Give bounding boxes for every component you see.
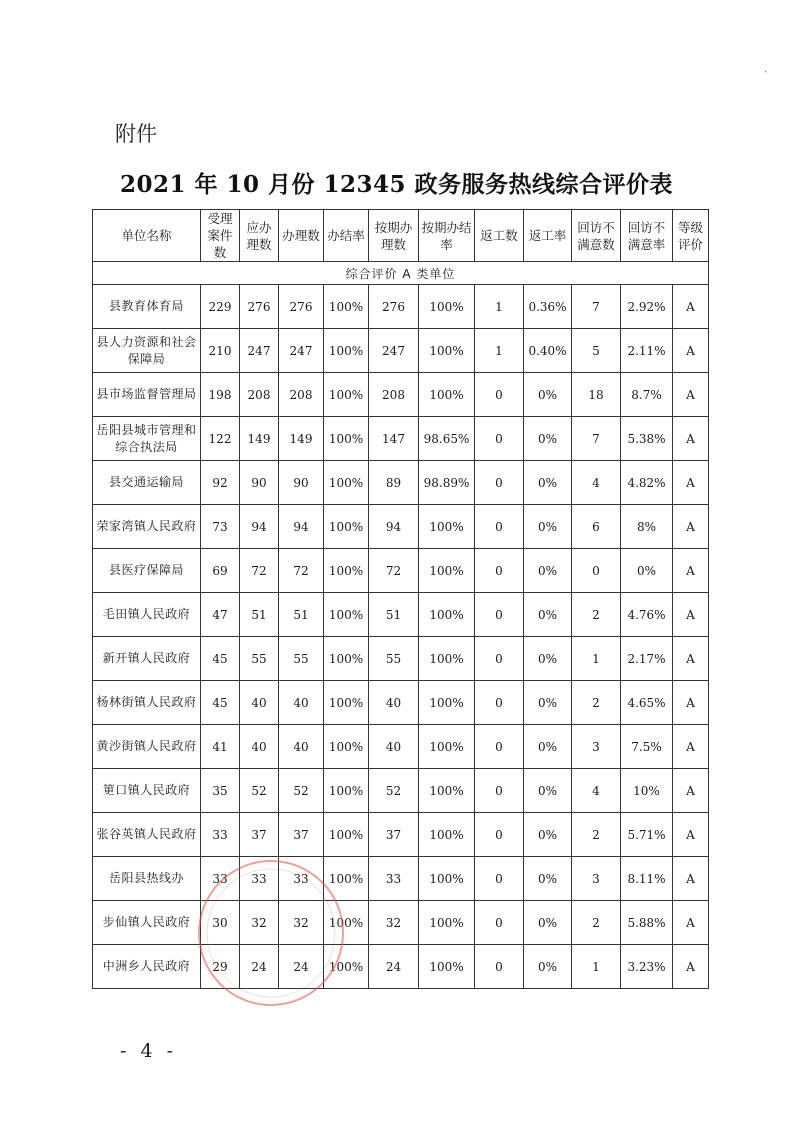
grade-cell: A xyxy=(673,417,709,461)
rework-count-cell: 0 xyxy=(475,505,524,549)
completion-rate-cell: 100% xyxy=(324,857,369,901)
header-unit-name: 单位名称 xyxy=(93,210,201,262)
ontime-rate-cell: 100% xyxy=(419,373,475,417)
rework-rate-cell: 0% xyxy=(524,681,572,725)
should-handle-cell: 94 xyxy=(240,505,279,549)
header-ontime-handled: 按期办理数 xyxy=(369,210,419,262)
table-row xyxy=(93,945,709,989)
received-cases-cell: 210 xyxy=(201,329,240,373)
dissatisfied-rate-cell: 5.88% xyxy=(621,901,673,945)
dissatisfied-rate-cell: 2.92% xyxy=(621,285,673,329)
grade-cell: A xyxy=(673,901,709,945)
handled-cell: 52 xyxy=(279,769,324,813)
handled-cell: 32 xyxy=(279,901,324,945)
received-cases-cell: 45 xyxy=(201,637,240,681)
ontime-handled-cell: 94 xyxy=(369,505,419,549)
rework-count-cell: 0 xyxy=(475,901,524,945)
unit-name-cell: 中洲乡人民政府 xyxy=(93,945,201,989)
completion-rate-cell: 100% xyxy=(324,417,369,461)
ontime-rate-cell: 100% xyxy=(419,813,475,857)
received-cases-cell: 35 xyxy=(201,769,240,813)
should-handle-cell: 276 xyxy=(240,285,279,329)
should-handle-cell: 208 xyxy=(240,373,279,417)
section-row xyxy=(93,262,709,285)
unit-name-cell: 杨林街镇人民政府 xyxy=(93,681,201,725)
rework-rate-cell: 0% xyxy=(524,637,572,681)
ontime-handled-cell: 40 xyxy=(369,725,419,769)
dissatisfied-count-cell: 6 xyxy=(572,505,621,549)
header-ontime-rate: 按期办结率 xyxy=(419,210,475,262)
should-handle-cell: 40 xyxy=(240,681,279,725)
rework-rate-cell: 0% xyxy=(524,813,572,857)
header-dissatisfied-rate: 回访不满意率 xyxy=(621,210,673,262)
rework-rate-cell: 0% xyxy=(524,373,572,417)
grade-cell: A xyxy=(673,813,709,857)
table-row xyxy=(93,417,709,461)
header-rework-rate: 返工率 xyxy=(524,210,572,262)
header-dissatisfied-count: 回访不满意数 xyxy=(572,210,621,262)
completion-rate-cell: 100% xyxy=(324,285,369,329)
dissatisfied-count-cell: 2 xyxy=(572,901,621,945)
rework-count-cell: 0 xyxy=(475,725,524,769)
should-handle-cell: 149 xyxy=(240,417,279,461)
rework-count-cell: 0 xyxy=(475,593,524,637)
scan-mark: ˏ xyxy=(764,62,768,73)
ontime-rate-cell: 100% xyxy=(419,549,475,593)
grade-cell: A xyxy=(673,681,709,725)
completion-rate-cell: 100% xyxy=(324,945,369,989)
should-handle-cell: 55 xyxy=(240,637,279,681)
unit-name-cell: 岳阳县城市管理和综合执法局 xyxy=(93,417,201,461)
table-row xyxy=(93,813,709,857)
ontime-handled-cell: 208 xyxy=(369,373,419,417)
page-number: - 4 - xyxy=(120,1040,178,1062)
ontime-handled-cell: 55 xyxy=(369,637,419,681)
ontime-rate-cell: 100% xyxy=(419,285,475,329)
ontime-handled-cell: 276 xyxy=(369,285,419,329)
unit-name-cell: 张谷英镇人民政府 xyxy=(93,813,201,857)
rework-count-cell: 0 xyxy=(475,945,524,989)
unit-name-cell: 岳阳县热线办 xyxy=(93,857,201,901)
rework-rate-cell: 0% xyxy=(524,505,572,549)
received-cases-cell: 30 xyxy=(201,901,240,945)
rework-rate-cell: 0% xyxy=(524,549,572,593)
handled-cell: 149 xyxy=(279,417,324,461)
section-label: 综合评价 A 类单位 xyxy=(93,262,709,285)
received-cases-cell: 122 xyxy=(201,417,240,461)
rework-rate-cell: 0% xyxy=(524,769,572,813)
ontime-handled-cell: 52 xyxy=(369,769,419,813)
completion-rate-cell: 100% xyxy=(324,769,369,813)
ontime-rate-cell: 98.65% xyxy=(419,417,475,461)
handled-cell: 33 xyxy=(279,857,324,901)
received-cases-cell: 33 xyxy=(201,813,240,857)
dissatisfied-rate-cell: 4.76% xyxy=(621,593,673,637)
rework-count-cell: 0 xyxy=(475,373,524,417)
rework-rate-cell: 0% xyxy=(524,725,572,769)
ontime-rate-cell: 98.89% xyxy=(419,461,475,505)
evaluation-table xyxy=(92,209,709,989)
ontime-handled-cell: 37 xyxy=(369,813,419,857)
dissatisfied-rate-cell: 3.23% xyxy=(621,945,673,989)
handled-cell: 72 xyxy=(279,549,324,593)
dissatisfied-count-cell: 4 xyxy=(572,461,621,505)
table-row xyxy=(93,637,709,681)
unit-name-cell: 荣家湾镇人民政府 xyxy=(93,505,201,549)
table-row xyxy=(93,461,709,505)
should-handle-cell: 52 xyxy=(240,769,279,813)
rework-rate-cell: 0% xyxy=(524,945,572,989)
completion-rate-cell: 100% xyxy=(324,901,369,945)
dissatisfied-count-cell: 4 xyxy=(572,769,621,813)
handled-cell: 51 xyxy=(279,593,324,637)
received-cases-cell: 229 xyxy=(201,285,240,329)
handled-cell: 90 xyxy=(279,461,324,505)
received-cases-cell: 47 xyxy=(201,593,240,637)
dissatisfied-rate-cell: 4.82% xyxy=(621,461,673,505)
received-cases-cell: 29 xyxy=(201,945,240,989)
unit-name-cell: 县交通运输局 xyxy=(93,461,201,505)
received-cases-cell: 33 xyxy=(201,857,240,901)
should-handle-cell: 72 xyxy=(240,549,279,593)
received-cases-cell: 45 xyxy=(201,681,240,725)
rework-rate-cell: 0% xyxy=(524,461,572,505)
grade-cell: A xyxy=(673,505,709,549)
table-row xyxy=(93,769,709,813)
dissatisfied-rate-cell: 8.11% xyxy=(621,857,673,901)
table-row xyxy=(93,901,709,945)
unit-name-cell: 筻口镇人民政府 xyxy=(93,769,201,813)
dissatisfied-rate-cell: 2.11% xyxy=(621,329,673,373)
should-handle-cell: 24 xyxy=(240,945,279,989)
rework-rate-cell: 0.40% xyxy=(524,329,572,373)
attachment-label: 附件 xyxy=(115,122,157,146)
completion-rate-cell: 100% xyxy=(324,813,369,857)
should-handle-cell: 33 xyxy=(240,857,279,901)
dissatisfied-count-cell: 18 xyxy=(572,373,621,417)
table-row xyxy=(93,505,709,549)
grade-cell: A xyxy=(673,461,709,505)
dissatisfied-count-cell: 0 xyxy=(572,549,621,593)
ontime-handled-cell: 72 xyxy=(369,549,419,593)
ontime-rate-cell: 100% xyxy=(419,945,475,989)
received-cases-cell: 41 xyxy=(201,725,240,769)
received-cases-cell: 73 xyxy=(201,505,240,549)
handled-cell: 55 xyxy=(279,637,324,681)
grade-cell: A xyxy=(673,857,709,901)
grade-cell: A xyxy=(673,769,709,813)
completion-rate-cell: 100% xyxy=(324,637,369,681)
unit-name-cell: 新开镇人民政府 xyxy=(93,637,201,681)
ontime-handled-cell: 24 xyxy=(369,945,419,989)
should-handle-cell: 37 xyxy=(240,813,279,857)
ontime-rate-cell: 100% xyxy=(419,725,475,769)
completion-rate-cell: 100% xyxy=(324,505,369,549)
ontime-rate-cell: 100% xyxy=(419,901,475,945)
completion-rate-cell: 100% xyxy=(324,593,369,637)
rework-count-cell: 0 xyxy=(475,461,524,505)
handled-cell: 276 xyxy=(279,285,324,329)
dissatisfied-count-cell: 7 xyxy=(572,285,621,329)
header-received-cases: 受理案件数 xyxy=(201,210,240,262)
ontime-rate-cell: 100% xyxy=(419,681,475,725)
rework-rate-cell: 0% xyxy=(524,901,572,945)
ontime-handled-cell: 40 xyxy=(369,681,419,725)
unit-name-cell: 步仙镇人民政府 xyxy=(93,901,201,945)
handled-cell: 94 xyxy=(279,505,324,549)
should-handle-cell: 90 xyxy=(240,461,279,505)
handled-cell: 40 xyxy=(279,681,324,725)
rework-count-cell: 1 xyxy=(475,329,524,373)
dissatisfied-rate-cell: 4.65% xyxy=(621,681,673,725)
dissatisfied-count-cell: 2 xyxy=(572,813,621,857)
completion-rate-cell: 100% xyxy=(324,725,369,769)
dissatisfied-rate-cell: 5.71% xyxy=(621,813,673,857)
table-row xyxy=(93,329,709,373)
ontime-handled-cell: 33 xyxy=(369,857,419,901)
grade-cell: A xyxy=(673,945,709,989)
ontime-handled-cell: 89 xyxy=(369,461,419,505)
handled-cell: 208 xyxy=(279,373,324,417)
header-grade: 等级评价 xyxy=(673,210,709,262)
table-row xyxy=(93,549,709,593)
header-should-handle: 应办理数 xyxy=(240,210,279,262)
completion-rate-cell: 100% xyxy=(324,373,369,417)
rework-count-cell: 0 xyxy=(475,857,524,901)
should-handle-cell: 247 xyxy=(240,329,279,373)
ontime-rate-cell: 100% xyxy=(419,637,475,681)
document-title: 2021 年 10 月份 12345 政务服务热线综合评价表 xyxy=(119,171,674,198)
unit-name-cell: 县医疗保障局 xyxy=(93,549,201,593)
completion-rate-cell: 100% xyxy=(324,461,369,505)
unit-name-cell: 县教育体育局 xyxy=(93,285,201,329)
grade-cell: A xyxy=(673,329,709,373)
handled-cell: 247 xyxy=(279,329,324,373)
header-completion-rate: 办结率 xyxy=(324,210,369,262)
received-cases-cell: 92 xyxy=(201,461,240,505)
dissatisfied-rate-cell: 8.7% xyxy=(621,373,673,417)
dissatisfied-count-cell: 7 xyxy=(572,417,621,461)
unit-name-cell: 县市场监督管理局 xyxy=(93,373,201,417)
ontime-rate-cell: 100% xyxy=(419,593,475,637)
rework-count-cell: 0 xyxy=(475,681,524,725)
received-cases-cell: 69 xyxy=(201,549,240,593)
grade-cell: A xyxy=(673,593,709,637)
dissatisfied-rate-cell: 0% xyxy=(621,549,673,593)
dissatisfied-count-cell: 1 xyxy=(572,637,621,681)
ontime-rate-cell: 100% xyxy=(419,505,475,549)
ontime-rate-cell: 100% xyxy=(419,857,475,901)
grade-cell: A xyxy=(673,549,709,593)
ontime-handled-cell: 147 xyxy=(369,417,419,461)
ontime-handled-cell: 247 xyxy=(369,329,419,373)
completion-rate-cell: 100% xyxy=(324,681,369,725)
ontime-rate-cell: 100% xyxy=(419,769,475,813)
rework-count-cell: 1 xyxy=(475,285,524,329)
completion-rate-cell: 100% xyxy=(324,329,369,373)
should-handle-cell: 32 xyxy=(240,901,279,945)
received-cases-cell: 198 xyxy=(201,373,240,417)
table-row xyxy=(93,593,709,637)
ontime-rate-cell: 100% xyxy=(419,329,475,373)
unit-name-cell: 黄沙街镇人民政府 xyxy=(93,725,201,769)
dissatisfied-count-cell: 3 xyxy=(572,857,621,901)
handled-cell: 37 xyxy=(279,813,324,857)
dissatisfied-rate-cell: 2.17% xyxy=(621,637,673,681)
dissatisfied-rate-cell: 8% xyxy=(621,505,673,549)
unit-name-cell: 县人力资源和社会保障局 xyxy=(93,329,201,373)
table-row xyxy=(93,373,709,417)
table-header-row xyxy=(93,210,709,262)
rework-rate-cell: 0% xyxy=(524,593,572,637)
dissatisfied-count-cell: 3 xyxy=(572,725,621,769)
ontime-handled-cell: 32 xyxy=(369,901,419,945)
table-row xyxy=(93,285,709,329)
handled-cell: 24 xyxy=(279,945,324,989)
dissatisfied-count-cell: 2 xyxy=(572,593,621,637)
completion-rate-cell: 100% xyxy=(324,549,369,593)
dissatisfied-count-cell: 1 xyxy=(572,945,621,989)
rework-count-cell: 0 xyxy=(475,637,524,681)
should-handle-cell: 51 xyxy=(240,593,279,637)
rework-rate-cell: 0% xyxy=(524,417,572,461)
dissatisfied-rate-cell: 7.5% xyxy=(621,725,673,769)
rework-rate-cell: 0% xyxy=(524,857,572,901)
handled-cell: 40 xyxy=(279,725,324,769)
table-row xyxy=(93,725,709,769)
rework-rate-cell: 0.36% xyxy=(524,285,572,329)
grade-cell: A xyxy=(673,285,709,329)
grade-cell: A xyxy=(673,637,709,681)
unit-name-cell: 毛田镇人民政府 xyxy=(93,593,201,637)
rework-count-cell: 0 xyxy=(475,549,524,593)
grade-cell: A xyxy=(673,725,709,769)
header-rework-count: 返工数 xyxy=(475,210,524,262)
ontime-handled-cell: 51 xyxy=(369,593,419,637)
rework-count-cell: 0 xyxy=(475,417,524,461)
rework-count-cell: 0 xyxy=(475,769,524,813)
table-row xyxy=(93,857,709,901)
should-handle-cell: 40 xyxy=(240,725,279,769)
dissatisfied-rate-cell: 10% xyxy=(621,769,673,813)
dissatisfied-rate-cell: 5.38% xyxy=(621,417,673,461)
table-row xyxy=(93,681,709,725)
header-handled: 办理数 xyxy=(279,210,324,262)
grade-cell: A xyxy=(673,373,709,417)
dissatisfied-count-cell: 5 xyxy=(572,329,621,373)
rework-count-cell: 0 xyxy=(475,813,524,857)
dissatisfied-count-cell: 2 xyxy=(572,681,621,725)
